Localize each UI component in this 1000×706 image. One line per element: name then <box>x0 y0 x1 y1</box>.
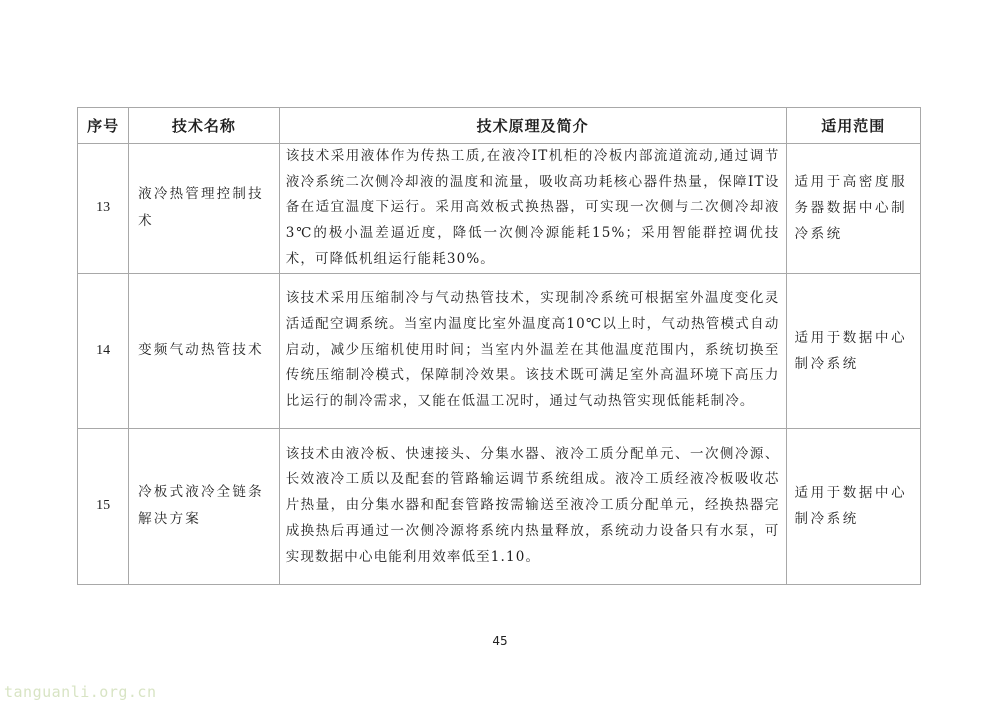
watermark-text: tanguanli.org.cn <box>4 683 157 701</box>
application-scope: 适用于数据中心制冷系统 <box>786 428 921 584</box>
application-scope: 适用于数据中心制冷系统 <box>786 273 921 428</box>
header-description: 技术原理及简介 <box>279 108 786 144</box>
header-no: 序号 <box>78 108 129 144</box>
technology-description: 该技术采用压缩制冷与气动热管技术，实现制冷系统可根据室外温度变化灵活适配空调系统。当室内温度比室外温度高10℃以上时，气动热管模式自动启动，减少压缩机使用时间；当室内外温差在其他温度范围内，系统切换至传统压缩制冷模式，保障制冷效果。该技术既可满足室外高温环境下高压力比运行的制冷需求，又能在低温工况时，通过气动热管实现低能耗制冷。 <box>279 273 786 428</box>
table-row <box>78 273 921 428</box>
technology-table <box>77 107 921 585</box>
header-name: 技术名称 <box>129 108 280 144</box>
technology-description: 该技术采用液体作为传热工质,在液冷IT机柜的冷板内部流道流动,通过调节液冷系统二次侧冷却液的温度和流量，吸收高功耗核心器件热量，保障IT设备在适宜温度下运行。采用高效板式换热器，可实现一次侧与二次侧冷却液3℃的极小温差逼近度，降低一次侧冷源能耗15%；采用智能群控调优技术，可降低机组运行能耗30%。 <box>279 144 786 274</box>
table-row <box>78 428 921 584</box>
table-header-row <box>78 108 921 144</box>
row-number: 14 <box>78 273 129 428</box>
application-scope: 适用于高密度服务器数据中心制冷系统 <box>786 144 921 274</box>
header-scope: 适用范围 <box>786 108 921 144</box>
technology-name: 液冷热管理控制技术 <box>129 144 280 274</box>
technology-description: 该技术由液冷板、快速接头、分集水器、液冷工质分配单元、一次侧冷源、长效液冷工质以及配套的管路输运调节系统组成。液冷工质经液冷板吸收芯片热量，由分集水器和配套管路按需输送至液冷工质分配单元，经换热器完成换热后再通过一次侧冷源将系统内热量释放，系统动力设备只有水泵，可实现数据中心电能利用效率低至1.10。 <box>279 428 786 584</box>
technology-name: 冷板式液冷全链条解决方案 <box>129 428 280 584</box>
row-number: 13 <box>78 144 129 274</box>
table-row <box>78 144 921 274</box>
technology-name: 变频气动热管技术 <box>129 273 280 428</box>
row-number: 15 <box>78 428 129 584</box>
page-number: 45 <box>492 634 508 648</box>
